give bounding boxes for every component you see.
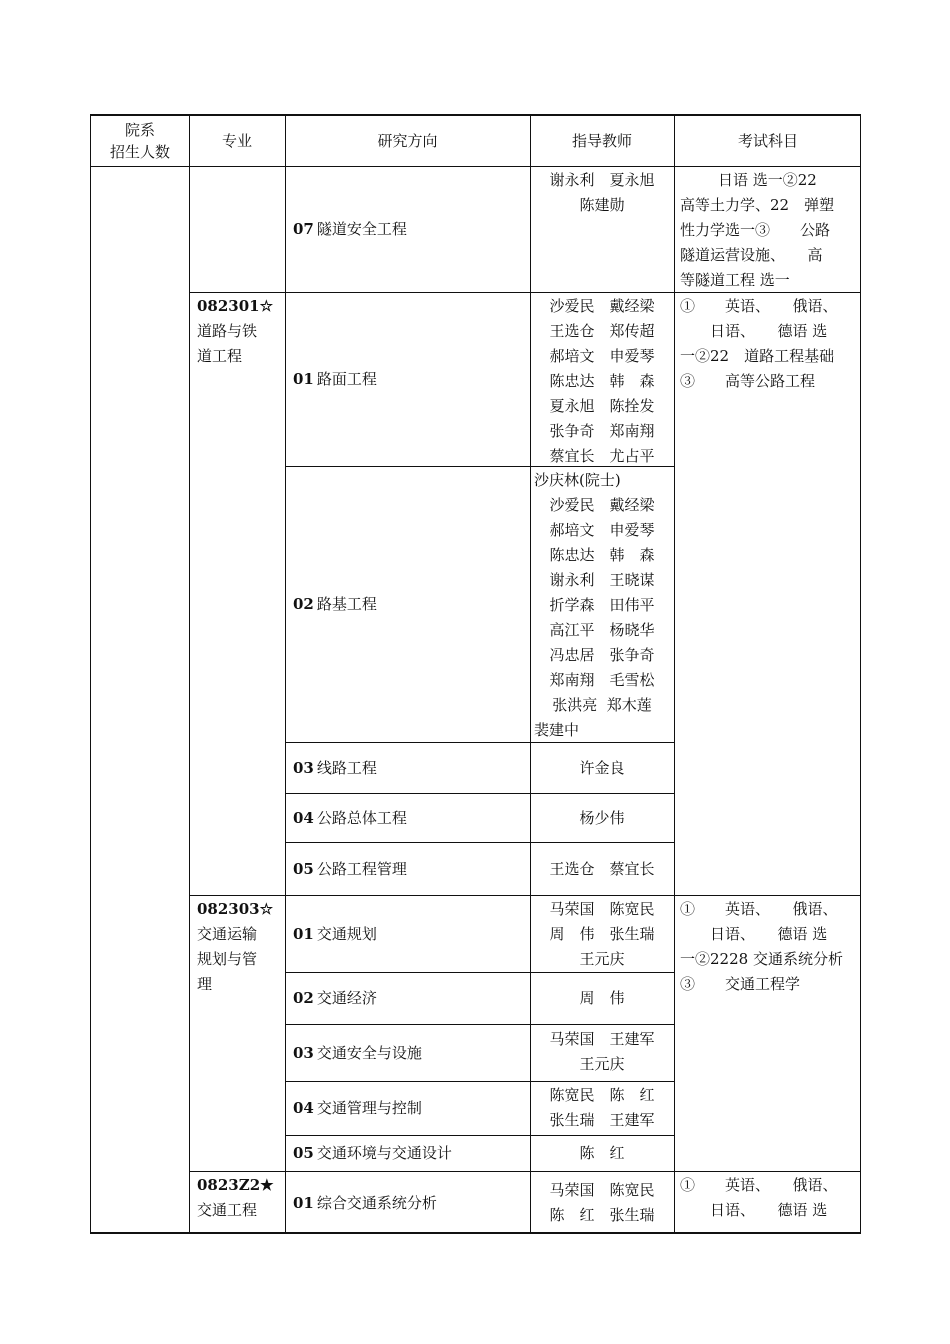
header-teacher: 指导教师: [571, 132, 632, 150]
enrollment-table: [90, 114, 861, 1234]
major-cell: [197, 294, 283, 369]
direction-cell: [285, 1136, 530, 1171]
exam-line: 日语、 德语 选: [680, 1201, 828, 1219]
teacher-line: 陈建勋: [579, 196, 625, 214]
major-cell: [197, 897, 283, 997]
exam-line: 性力学选一③ 公路: [680, 221, 831, 239]
teacher-line: 陈忠达 韩 森: [549, 546, 655, 564]
major-code: 082303☆: [197, 900, 274, 918]
teacher-line: 王元庆: [579, 950, 625, 968]
direction-number: 03: [293, 758, 314, 777]
teacher-cell: [530, 1027, 674, 1077]
direction-cell: [285, 167, 530, 292]
direction-cell: [285, 467, 530, 742]
exam-line: 日语 选一②22: [718, 171, 817, 189]
exam-line: ① 英语、 俄语、: [680, 900, 838, 918]
teacher-line: 陈 红: [579, 1144, 625, 1162]
exam-line: 一②2228 交通系统分析: [680, 950, 843, 968]
teacher-cell: [530, 168, 674, 218]
exam-line: ① 英语、 俄语、: [680, 297, 838, 315]
major-name: 交通工程: [197, 1201, 258, 1219]
major-code: 082301☆: [197, 297, 274, 315]
direction-number: 05: [293, 859, 314, 878]
header-exam: 考试科目: [737, 132, 798, 150]
teacher-line: 许金良: [579, 758, 625, 777]
direction-cell: [285, 293, 530, 466]
exam-line: ③ 高等公路工程: [680, 372, 816, 390]
exam-line: 等隧道工程 选一: [680, 271, 790, 289]
direction-name: 综合交通系统分析: [316, 1193, 437, 1212]
teacher-line: 杨少伟: [579, 808, 625, 827]
direction-name: 路基工程: [316, 595, 377, 613]
direction-cell: [285, 1082, 530, 1135]
teacher-line: 谢永利 王晓谋: [549, 571, 655, 589]
direction-number: 04: [293, 1099, 314, 1117]
exam-line: 一②22 道路工程基础: [680, 347, 835, 365]
teacher-cell: [530, 973, 674, 1024]
teacher-line: 张洪亮 郑木莲: [552, 696, 652, 714]
direction-name: 交通安全与设施: [316, 1043, 422, 1062]
row-divider: [674, 1171, 860, 1172]
direction-name: 交通环境与交通设计: [316, 1144, 452, 1162]
direction-name: 交通经济: [316, 989, 377, 1007]
exam-line: ① 英语、 俄语、: [680, 1176, 838, 1194]
exam-cell: [674, 294, 862, 394]
direction-name: 路面工程: [316, 370, 377, 388]
direction-name: 公路总体工程: [316, 808, 407, 827]
teacher-line: 夏永旭 陈拴发: [549, 397, 655, 415]
header-direction: 研究方向: [377, 132, 438, 150]
major-code: 0823Z2★: [197, 1176, 274, 1194]
direction-cell: [285, 973, 530, 1024]
major-name: 理: [197, 975, 213, 993]
direction-cell: [285, 843, 530, 895]
teacher-line: 马荣国 陈宽民: [549, 900, 655, 918]
teacher-cell: [530, 1136, 674, 1171]
direction-number: 02: [293, 989, 314, 1007]
teacher-line: 陈 红 张生瑞: [549, 1206, 655, 1224]
teacher-cell: [530, 743, 674, 793]
direction-cell: [285, 1172, 530, 1234]
teacher-line: 沙爱民 戴经梁: [549, 496, 655, 514]
teacher-line: 王元庆: [579, 1055, 625, 1073]
teacher-line: 冯忠居 张争奇: [549, 646, 655, 664]
exam-line: 隧道运营设施、 高: [680, 246, 823, 264]
teacher-cell: [530, 794, 674, 842]
direction-number: 02: [293, 595, 314, 613]
direction-number: 04: [293, 808, 314, 827]
teacher-cell: [530, 897, 674, 972]
teacher-line: 折学森 田伟平: [549, 596, 655, 614]
teacher-line: 蔡宜长 尤占平: [549, 447, 655, 465]
teacher-line: 裴建中: [534, 721, 580, 739]
teacher-line: 周 伟 张生瑞: [549, 925, 655, 943]
teacher-line: 沙庆林(院士): [534, 471, 621, 489]
teacher-line: 周 伟: [579, 989, 625, 1007]
teacher-cell: [530, 843, 674, 895]
teacher-line: 王选仓 蔡宜长: [549, 859, 655, 878]
exam-cell: [674, 168, 862, 293]
header-major: 专业: [221, 132, 252, 150]
row-divider: [674, 895, 860, 896]
header-dept: 院系 招生人数: [109, 121, 170, 161]
direction-name: 线路工程: [316, 758, 377, 777]
major-name: 交通运输: [197, 925, 258, 943]
teacher-cell: [530, 294, 674, 469]
direction-cell: [285, 743, 530, 793]
teacher-line: 郝培文 申爱琴: [549, 347, 655, 365]
teacher-line: 陈忠达 韩 森: [549, 372, 655, 390]
teacher-cell: [530, 1083, 674, 1133]
major-name: 道工程: [197, 347, 243, 365]
direction-number: 03: [293, 1043, 314, 1062]
teacher-line: 张争奇 郑南翔: [549, 422, 655, 440]
direction-number: 07: [293, 220, 314, 238]
direction-number: 01: [293, 370, 314, 388]
teacher-line: 马荣国 陈宽民: [549, 1181, 655, 1199]
exam-cell: [674, 897, 862, 997]
direction-number: 01: [293, 924, 314, 943]
teacher-line: 高江平 杨晓华: [549, 621, 655, 639]
exam-line: 日语、 德语 选: [680, 322, 828, 340]
teacher-line: 谢永利 夏永旭: [549, 171, 655, 189]
exam-line: 日语、 德语 选: [680, 925, 828, 943]
teacher-line: 马荣国 王建军: [549, 1030, 655, 1048]
direction-number: 05: [293, 1144, 314, 1162]
teacher-line: 陈宽民 陈 红: [549, 1086, 655, 1104]
teacher-line: 沙爱民 戴经梁: [549, 297, 655, 315]
teacher-cell: [530, 1178, 674, 1228]
teacher-line: 张生瑞 王建军: [549, 1111, 655, 1129]
teacher-cell: [530, 468, 674, 743]
major-name: 道路与铁: [197, 322, 258, 340]
exam-line: ③ 交通工程学: [680, 975, 801, 993]
exam-line: 高等土力学、22 弹塑: [680, 196, 835, 214]
teacher-line: 王选仓 郑传超: [549, 322, 655, 340]
direction-cell: [285, 1025, 530, 1081]
teacher-line: 郝培文 申爱琴: [549, 521, 655, 539]
exam-cell: [674, 1173, 862, 1223]
direction-name: 交通管理与控制: [316, 1099, 422, 1117]
direction-name: 公路工程管理: [316, 859, 407, 878]
major-name: 规划与管: [197, 950, 258, 968]
direction-name: 隧道安全工程: [316, 220, 407, 238]
teacher-line: 郑南翔 毛雪松: [549, 671, 655, 689]
column-divider: [189, 116, 190, 1232]
direction-cell: [285, 896, 530, 972]
direction-name: 交通规划: [316, 924, 377, 943]
direction-number: 01: [293, 1193, 314, 1212]
major-cell: [197, 1173, 283, 1223]
direction-cell: [285, 794, 530, 842]
